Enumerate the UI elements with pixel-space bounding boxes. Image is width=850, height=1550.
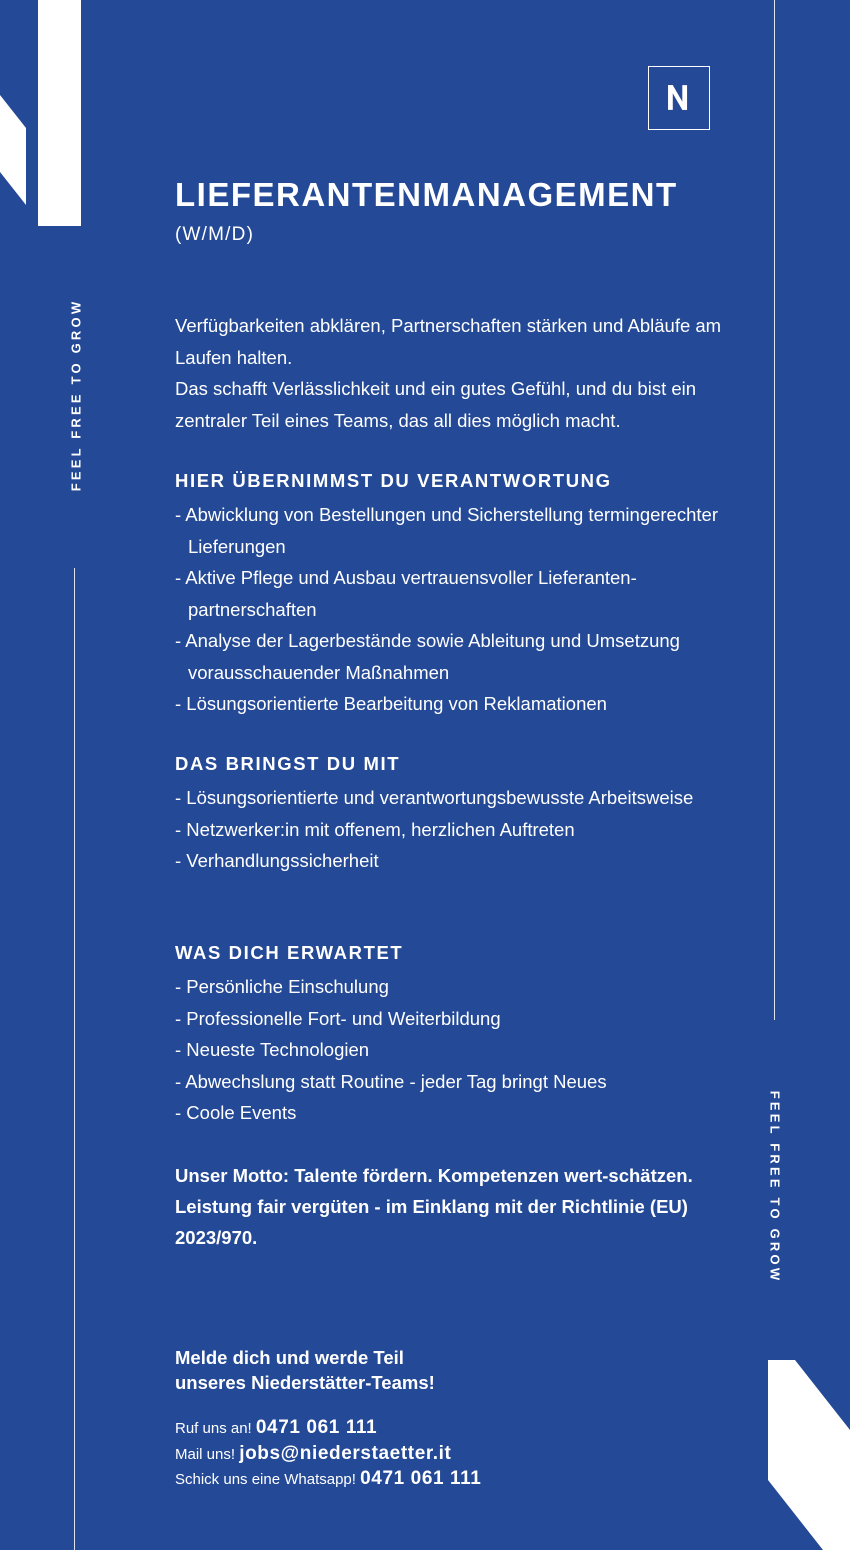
contact-whatsapp — [175, 1467, 481, 1493]
list-item: - Abwechslung statt Routine - jeder Tag bringt Neues — [175, 1070, 607, 1092]
list-item: - Professionelle Fort- und Weiterbildung — [175, 1007, 501, 1029]
divider-line-left — [74, 568, 75, 1550]
contact-mail — [175, 1442, 481, 1468]
section-title: HIER ÜBERNIMMST DU VERANTWORTUNG — [175, 470, 612, 491]
contact-mail-label: Mail uns! — [175, 1445, 236, 1463]
section-title: DAS BRINGST DU MIT — [175, 753, 401, 774]
section-responsibilities — [175, 468, 735, 720]
contact-phone — [175, 1416, 481, 1442]
list-item: - Lösungsorientierte Bearbeitung von Reklamationen — [175, 693, 607, 714]
cta-line: unseres Niederstätter-Teams! — [175, 1372, 435, 1393]
page-title: LIEFERANTENMANAGEMENT — [175, 176, 678, 213]
email-link[interactable]: jobs@niederstaetter.it — [239, 1442, 452, 1464]
section-benefits — [175, 940, 735, 1129]
whatsapp-link[interactable]: 0471 061 111 — [360, 1468, 482, 1489]
list-item: - Analyse der Lagerbestände sowie Ableitung und Umsetzung vorausschauender Maßnahmen — [175, 630, 680, 683]
contact-block — [175, 1416, 481, 1493]
list-item: - Neueste Technologien — [175, 1039, 370, 1060]
contact-whatsapp-label: Schick uns eine Whatsapp! — [175, 1471, 356, 1488]
contact-phone-label: Ruf uns an! — [175, 1420, 252, 1437]
list-item: - Abwicklung von Bestellungen und Sicherstellung termingerechter Lieferungen — [175, 504, 718, 557]
intro-paragraph: Das schafft Verlässlichkeit und ein gutes Gefühl, und du bist ein zentraler Teil eines Teams, das all dies möglich macht. — [175, 378, 697, 431]
responsibilities-list — [175, 499, 735, 720]
requirements-list — [175, 782, 735, 877]
tagline-vertical-left: FEEL FREE TO GROW — [68, 298, 84, 492]
page-subtitle: (W/M/D) — [175, 224, 255, 245]
cta-line: Melde dich und werde Teil — [175, 1347, 404, 1368]
list-item: - Netzwerker:in mit offenem, herzlichen Auftreten — [175, 818, 575, 840]
phone-link[interactable]: 0471 061 111 — [255, 1417, 378, 1438]
brand-n-shape-top — [0, 0, 90, 230]
section-title: WAS DICH ERWARTET — [175, 942, 404, 963]
logo-n-icon — [649, 67, 708, 128]
section-requirements — [175, 751, 735, 877]
list-item: - Verhandlungssicherheit — [175, 850, 379, 871]
motto-text: Unser Motto: Talente fördern. Kompetenzen wert-schätzen. Leistung fair vergüten - im Einklang mit der Richtlinie (EU) 2023/970. — [175, 1165, 693, 1248]
intro-text — [175, 310, 735, 436]
list-item: - Coole Events — [175, 1102, 297, 1123]
brand-n-shape-bottom — [765, 1355, 850, 1550]
list-item: - Aktive Pflege und Ausbau vertrauensvoller Lieferanten-partnerschaften — [175, 567, 637, 620]
benefits-list — [175, 971, 735, 1129]
call-to-action — [175, 1345, 435, 1395]
logo — [648, 66, 710, 130]
tagline-vertical-right: FEEL FREE TO GROW — [767, 1090, 783, 1284]
intro-paragraph: Verfügbarkeiten abklären, Partnerschaften stärken und Abläufe am Laufen halten. — [175, 315, 722, 368]
list-item: - Lösungsorientierte und verantwortungsbewusste Arbeitsweise — [175, 787, 694, 808]
divider-line-right — [774, 0, 775, 1020]
list-item: - Persönliche Einschulung — [175, 976, 389, 997]
